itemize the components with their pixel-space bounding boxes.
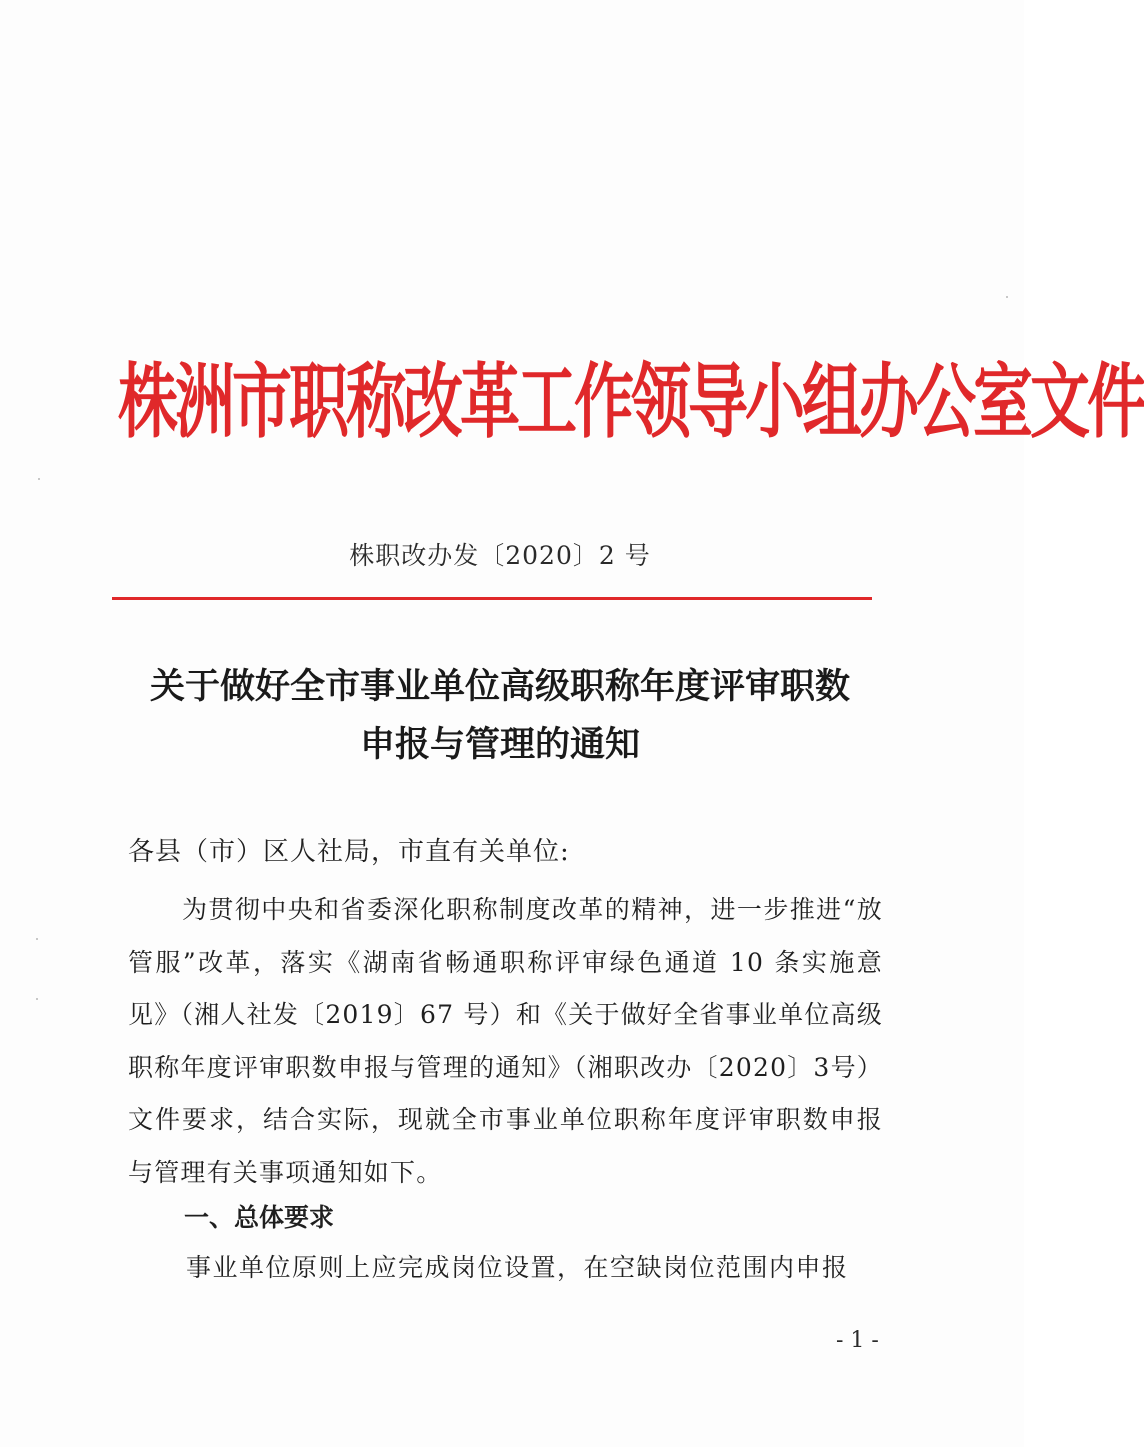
issuing-organization-header: 株洲市职称改革工作领导小组办公室文件 — [118, 355, 1144, 451]
document-title — [100, 658, 900, 774]
scan-speck — [36, 998, 38, 1000]
scan-speck — [38, 478, 40, 480]
scan-speck — [36, 938, 38, 940]
document-number: 株职改办发〔2020〕2 号 — [349, 541, 651, 570]
document-title-line-2: 申报与管理的通知 — [359, 725, 640, 765]
page-number: - 1 - — [836, 1328, 879, 1353]
red-divider-line — [112, 597, 872, 600]
addressee-line: 各县（市）区人社局，市直有关单位: — [128, 837, 570, 867]
body-text — [128, 884, 883, 1199]
section-body-text: 事业单位原则上应完成岗位设置，在空缺岗位范围内申报 — [186, 1253, 849, 1282]
scan-speck — [1006, 296, 1008, 298]
body-paragraph: 为贯彻中央和省委深化职称制度改革的精神，进一步推进“放管服”改革，落实《湖南省畅通职称评审绿色通道 10 条实施意见》（湘人社发〔2019〕67 号）和《关于做好全省事业单位高级职称年度评审职数申报与管理的通知》（湘职改办〔2020〕3号）文件要求，结合实际，现就全市事业单位职称年度评审职数申报与管理有关事项通知如下。 — [128, 895, 883, 1187]
document-title-line-1: 关于做好全市事业单位高级职称年度评审职数 — [149, 667, 850, 707]
section-heading: 一、总体要求 — [184, 1203, 335, 1232]
